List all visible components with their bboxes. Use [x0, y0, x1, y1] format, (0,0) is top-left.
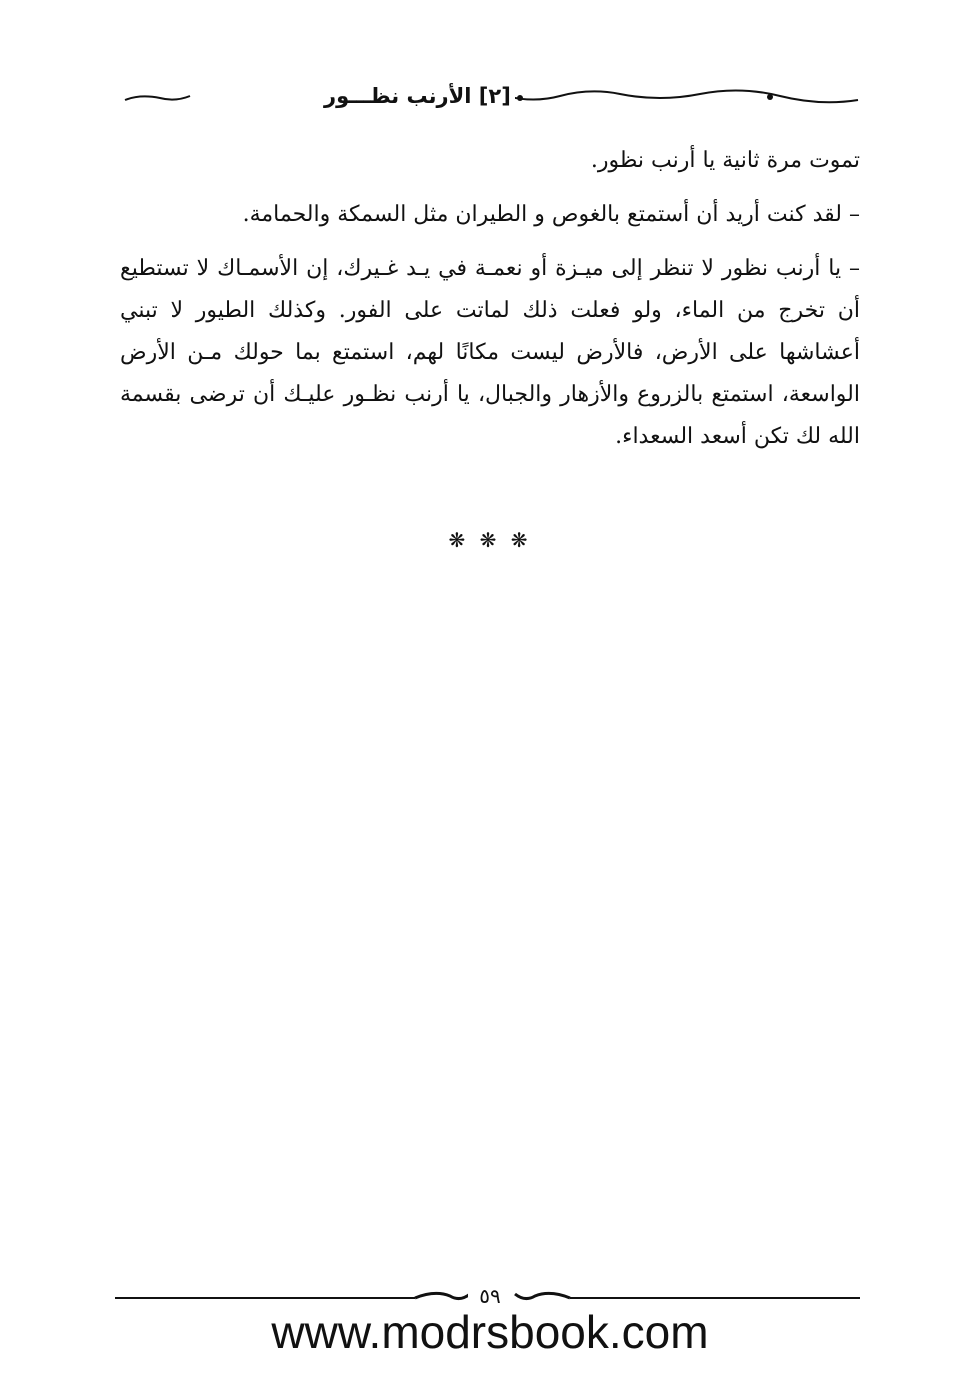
website-watermark: www.modrsbook.com: [271, 1306, 709, 1358]
page-body: [120, 140, 860, 458]
page-header: [120, 76, 860, 120]
chapter-title: [٢] الأرنب نظـــور: [320, 84, 515, 108]
page-number: ٥٩: [468, 1284, 512, 1308]
paragraph-2: – لقد كنت أريد أن أستمتع بالغوص و الطيران مثل السمكة والحمامة.: [242, 202, 860, 227]
paragraph-3: – يا أرنب نظور لا تنظر إلى ميـزة أو نعمـة في يـد غـيرك، إن الأسمـاك لا تستطيع أن تخرج من الماء، ولو فعلت ذلك لماتت على الفور. وكذلك الطيور لا تبني أعشاشها على الأرض، فالأرض ليست مكانًا لهم، استمتع بما حولك مـن الأرض الواسعة، استمتع بالزروع والأزهار والجبال، يا أرنب نظـور عليـك أن ترضى بقسمة الله لك تكن أسعد السعداء.: [120, 256, 860, 449]
section-separator: ❋ ❋ ❋: [448, 528, 532, 552]
paragraph-1: تموت مرة ثانية يا أرنب نظور.: [590, 148, 860, 173]
